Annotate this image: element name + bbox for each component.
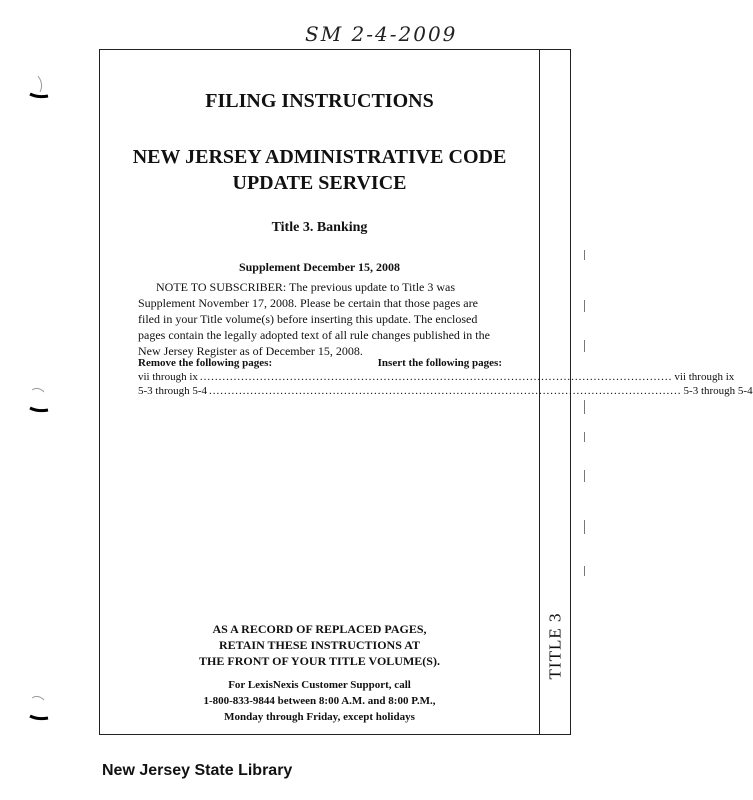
- scan-artifact-mark: [584, 400, 585, 414]
- page-replacement-table: [138, 356, 753, 398]
- dot-leader: ..............................................................................................................................: [199, 371, 673, 383]
- support-line: For LexisNexis Customer Support, call: [228, 679, 411, 691]
- note-line: NOTE TO SUBSCRIBER: The previous update to Title 3 was: [156, 280, 456, 294]
- scan-artifact-mark: [584, 520, 585, 534]
- punch-hole-mark-top: [24, 72, 52, 112]
- support-line: 1-800-833-9844 between 8:00 A.M. and 8:00 P.M.,: [203, 695, 436, 707]
- punch-hole-mark-middle: [24, 384, 52, 424]
- title-tab-label: TITLE 3: [545, 612, 565, 680]
- scan-artifact-mark: [584, 566, 585, 576]
- record-line: THE FRONT OF YOUR TITLE VOLUME(S).: [199, 654, 440, 668]
- punch-hole-mark-bottom: [24, 692, 52, 732]
- supplement-date: Supplement December 15, 2008: [238, 260, 401, 274]
- customer-support-info: [99, 677, 540, 725]
- table-header: [138, 356, 502, 370]
- scan-artifact-mark: [584, 432, 585, 442]
- scan-artifact-mark: [584, 300, 585, 312]
- remove-pages-cell: 5-3 through 5-4: [138, 385, 208, 397]
- subject-title: Title 3. Banking: [271, 220, 368, 235]
- document-title-line: NEW JERSEY ADMINISTRATIVE CODE: [132, 146, 507, 168]
- table-row: [138, 384, 753, 398]
- scan-artifact-mark: [584, 250, 585, 260]
- insert-pages-cell: 5-3 through 5-4: [683, 385, 753, 397]
- note-line: New Jersey Register as of December 15, 2008.: [138, 344, 363, 358]
- note-line: Supplement November 17, 2008. Please be certain that those pages are: [138, 296, 478, 310]
- document-title-line: UPDATE SERVICE: [232, 172, 407, 194]
- dot-leader: ..............................................................................................................................: [209, 385, 682, 397]
- handwritten-date-annotation: SM 2-4-2009: [305, 22, 458, 46]
- scan-artifact-mark: [584, 340, 585, 352]
- document-title: [99, 144, 540, 196]
- insert-pages-cell: vii through ix: [674, 371, 735, 383]
- record-line: RETAIN THESE INSTRUCTIONS AT: [218, 638, 421, 652]
- note-line: filed in your Title volume(s) before inserting this update. The enclosed: [138, 312, 478, 326]
- record-instructions: [99, 621, 540, 669]
- insert-pages-header: Insert the following pages:: [377, 357, 502, 369]
- note-to-subscriber: [138, 279, 502, 359]
- remove-pages-header: Remove the following pages:: [138, 357, 273, 369]
- table-row: [138, 370, 735, 384]
- note-line: pages contain the legally adopted text of all rule changes published in the: [138, 328, 490, 342]
- filing-instructions-heading: FILING INSTRUCTIONS: [205, 90, 434, 112]
- support-line: Monday through Friday, except holidays: [224, 711, 415, 723]
- library-stamp: New Jersey State Library: [102, 762, 293, 779]
- remove-pages-cell: vii through ix: [138, 371, 198, 383]
- scan-artifact-mark: [584, 470, 585, 482]
- record-line: AS A RECORD OF REPLACED PAGES,: [212, 622, 427, 636]
